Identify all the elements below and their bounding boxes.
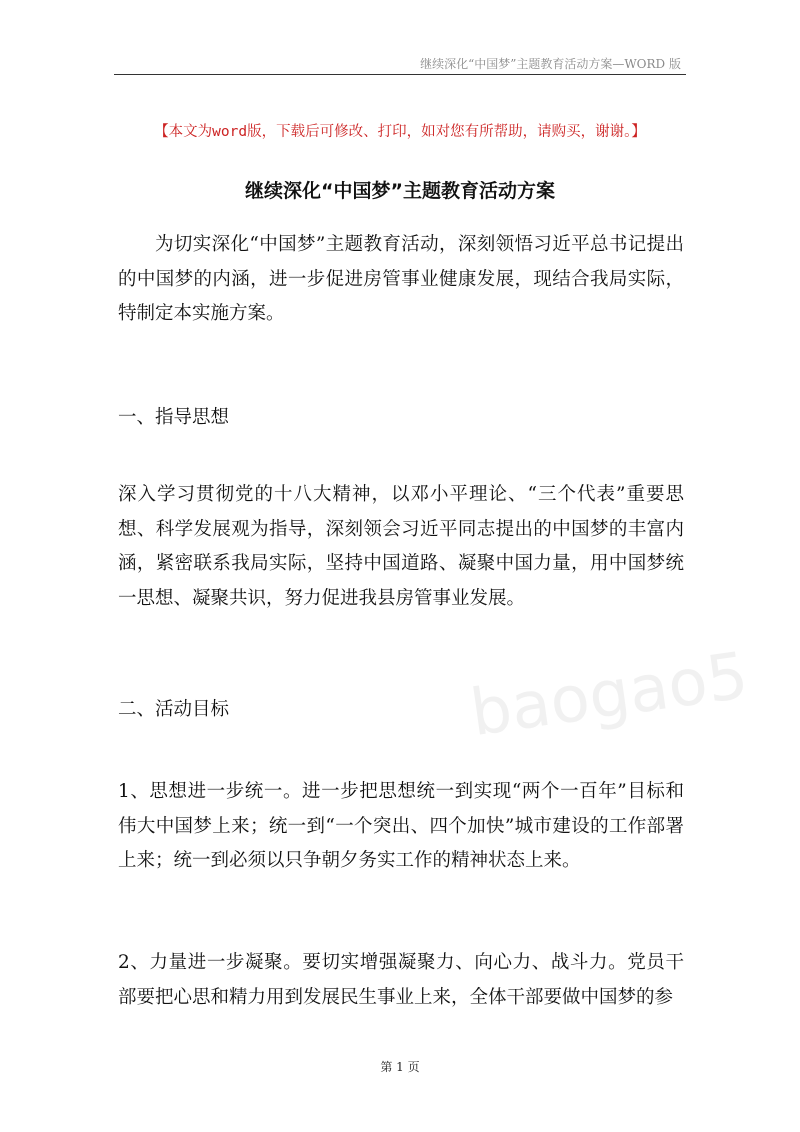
goal-paragraph-2: 2、力量进一步凝聚。要切实增强凝聚力、向心力、战斗力。党员干部要把心思和精力用到发展民生事业上来，全体干部要做中国梦的参 — [118, 952, 684, 1008]
section-heading-guiding-thought: 一、指导思想 — [118, 407, 230, 428]
watermark: baogao5 — [466, 638, 753, 752]
section-heading-goals: 二、活动目标 — [118, 699, 230, 720]
guiding-thought-paragraph: 深入学习贯彻党的十八大精神，以邓小平理论、“三个代表”重要思想、科学发展观为指导，深刻领会习近平同志提出的中国梦的丰富内涵，紧密联系我局实际，坚持中国道路、凝聚中国力量，用中国梦统一思想、凝聚共识，努力促进我县房管事业发展。 — [118, 484, 684, 609]
running-header: 继续深化“中国梦”主题教育活动方案—WORD 版 — [420, 57, 681, 71]
document-title: 继续深化“中国梦”主题教育活动方案 — [245, 180, 555, 202]
header-divider — [114, 74, 686, 75]
page-number: 第 1 页 — [380, 1060, 420, 1074]
goal-paragraph-1: 1、思想进一步统一。进一步把思想统一到实现“两个一百年”目标和伟大中国梦上来；统一到“一个突出、四个加快”城市建设的工作部署上来；统一到必须以只争朝夕务实工作的精神状态上来。 — [118, 781, 684, 871]
purchase-notice: 【本文为word版，下载后可修改、打印，如对您有所帮助，请购买，谢谢。】 — [154, 124, 646, 140]
intro-paragraph: 为切实深化“中国梦”主题教育活动，深刻领悟习近平总书记提出的中国梦的内涵，进一步促进房管事业健康发展，现结合我局实际，特制定本实施方案。 — [118, 234, 684, 324]
